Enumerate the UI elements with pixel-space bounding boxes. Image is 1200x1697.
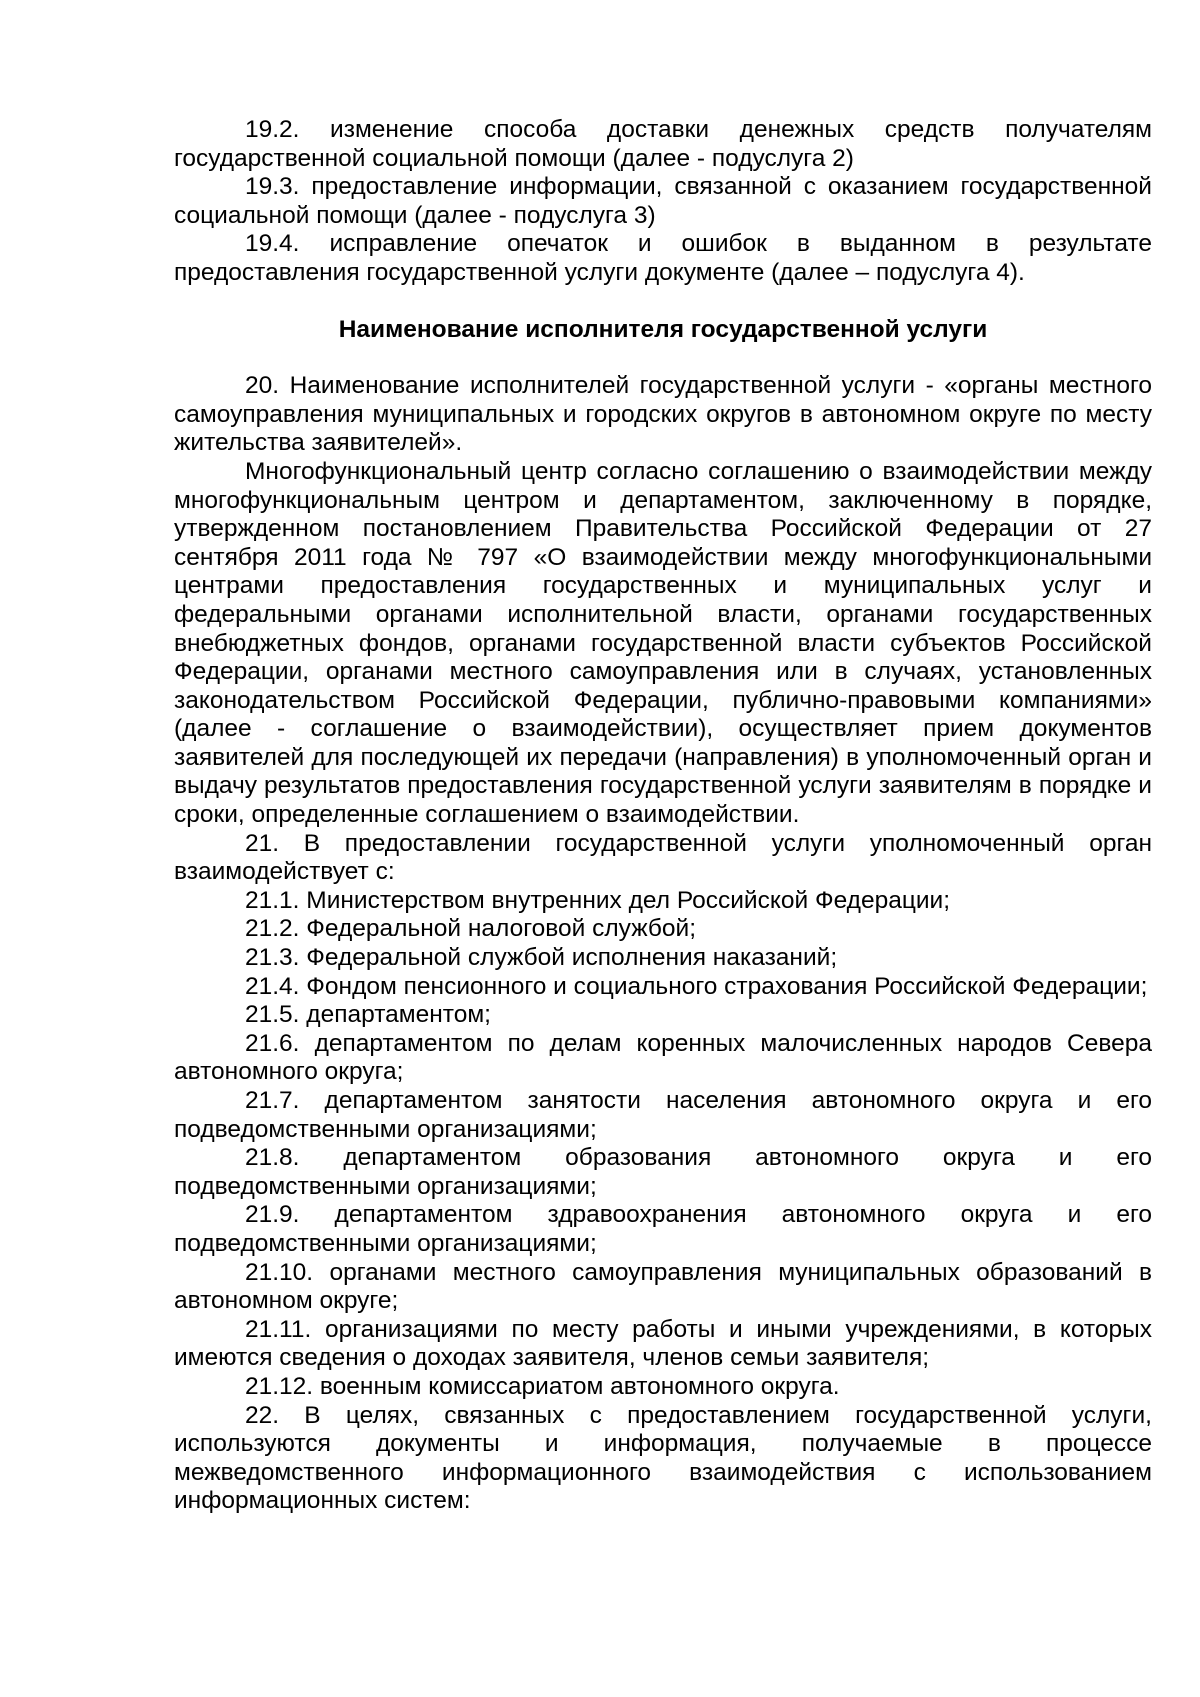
paragraph-21-5: 21.5. департаментом; <box>245 1001 491 1029</box>
paragraph-21-4: 21.4. Фондом пенсионного и социального страхования Российской Федерации; <box>245 972 1148 1000</box>
section-heading: Наименование исполнителя государственной услуги <box>338 315 988 343</box>
paragraph-21-12: 21.12. военным комиссариатом автономного округа. <box>245 1372 840 1400</box>
paragraph-21-8: 21.8. департаментом образования автономного округа и его подведомственными организациями; <box>174 1144 1152 1200</box>
paragraph-19-3: 19.3. предоставление информации, связанной с оказанием государственной социальной помощи (далее - подуслуга 3) <box>174 173 1152 229</box>
paragraph-mfc: Многофункциональный центр согласно соглашению о взаимодействии между многофункциональным центром и департаментом, заключенному в порядке, утвержденном постановлением Правительства Российской Федерации от 27 сентября 2011 года № 797 «О взаимодействии между многофункциональными центрами предоставления государственных и муниципальных услуг и федеральными органами исполнительной власти, органами государственных внебюджетных фондов, органами государственной власти субъектов Российской Федерации, органами местного самоуправления или в случаях, установленных законодательством Российской Федерации, публично-правовыми компаниями» (далее - соглашение о взаимодействии), осуществляет прием документов заявителей для последующей их передачи (направления) в уполномоченный орган и выдачу результатов предоставления государственной услуги заявителям в порядке и сроки, определенные соглашением о взаимодействии. <box>174 457 1152 829</box>
paragraph-21-7: 21.7. департаментом занятости населения автономного округа и его подведомственными организациями; <box>174 1087 1152 1143</box>
paragraph-21-6: 21.6. департаментом по делам коренных малочисленных народов Севера автономного округа; <box>174 1029 1152 1086</box>
paragraph-21-11: 21.11. организациями по месту работы и иными учреждениями, в которых имеются сведения о доходах заявителя, членов семьи заявителя; <box>174 1315 1152 1372</box>
paragraph-21-9: 21.9. департаментом здравоохранения автономного округа и его подведомственными организациями; <box>174 1201 1152 1257</box>
paragraph-20: 20. Наименование исполнителей государственной услуги - «органы местного самоуправления муниципальных и городских округов в автономном округе по месту жительства заявителей». <box>174 372 1152 457</box>
paragraph-21-3: 21.3. Федеральной службой исполнения наказаний; <box>245 944 838 972</box>
document-page <box>174 116 1152 1516</box>
paragraph-21-2: 21.2. Федеральной налоговой службой; <box>245 915 697 943</box>
paragraph-21-10: 21.10. органами местного самоуправления муниципальных образований в автономном округе; <box>174 1258 1152 1315</box>
paragraph-19-2: 19.2. изменение способа доставки денежных средств получателям государственной социальной помощи (далее - подуслуга 2) <box>174 116 1152 172</box>
paragraph-21: 21. В предоставлении государственной услуги уполномоченный орган взаимодействует с: <box>174 829 1152 886</box>
paragraph-22: 22. В целях, связанных с предоставлением государственной услуги, используются документы и информация, получаемые в процессе межведомственного информационного взаимодействия с использованием информационных систем: <box>174 1401 1152 1515</box>
paragraph-21-1: 21.1. Министерством внутренних дел Российской Федерации; <box>245 886 951 914</box>
paragraph-19-4: 19.4. исправление опечаток и ошибок в выданном в результате предоставления государственной услуги документе (далее – подуслуга 4). <box>174 230 1152 286</box>
